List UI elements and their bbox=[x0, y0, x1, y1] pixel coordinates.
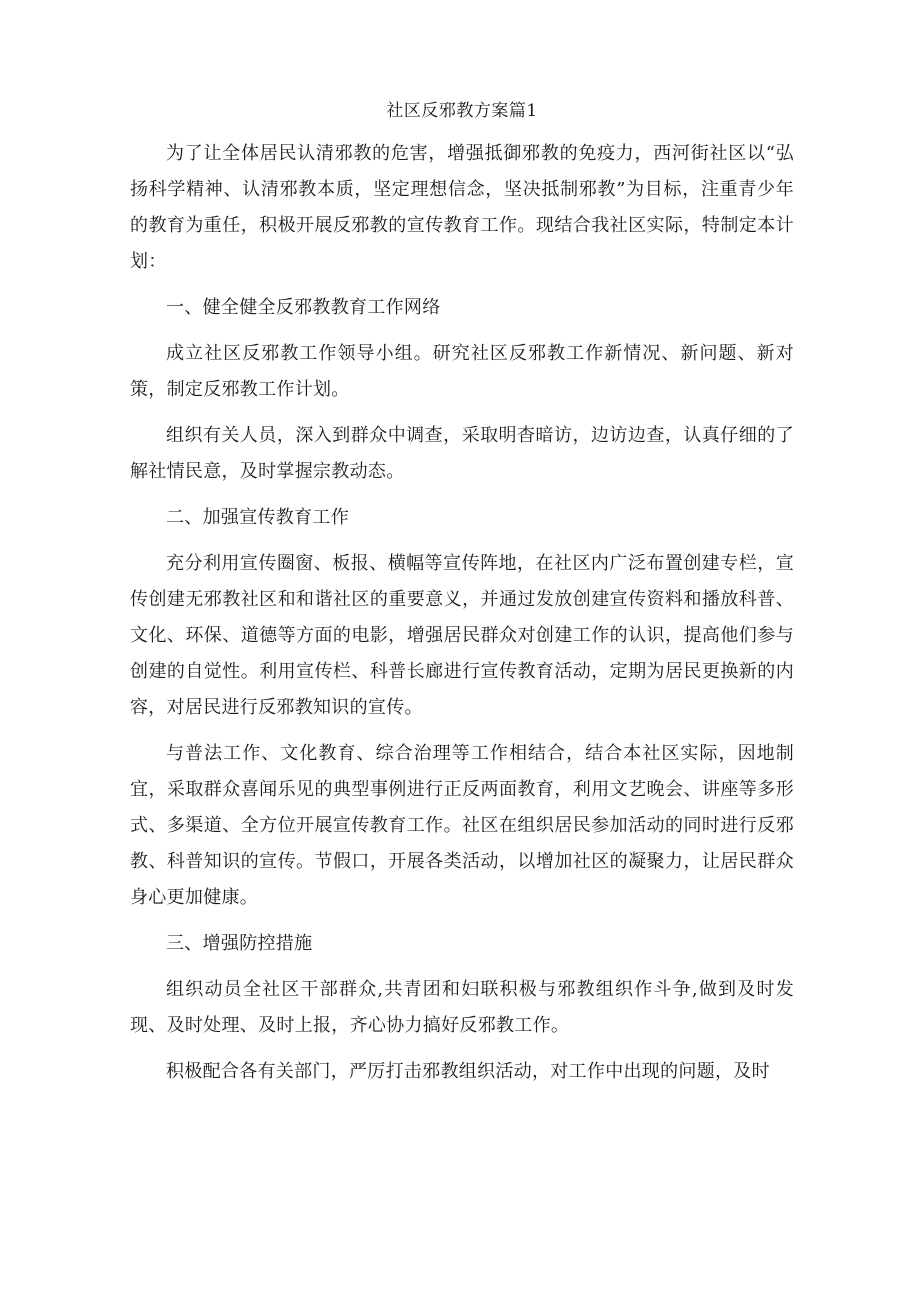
section-2-paragraph-1: 充分利用宣传圈窗、板报、横幅等宣传阵地，在社区内广泛布置创建专栏，宣传创建无邪教社区和和谐社区的重要意义，并通过发放创建宣传资料和播放科普、文化、环保、道德等方面的电影，增强居民群众对创建工作的认识，提高他们参与创建的自觉性。利用宣传栏、科普长廊进行宣传教育活动，定期为居民更换新的内容，对居民进行反邪教知识的宣传。 bbox=[130, 553, 794, 718]
section-2-heading: 二、加强宣传教育工作 bbox=[166, 507, 349, 528]
document-body bbox=[130, 96, 794, 1100]
section-1-paragraph-1: 成立社区反邪教工作领导小组。研究社区反邪教工作新情况、新问题、新对策，制定反邪教工作计划。 bbox=[130, 343, 794, 400]
document-title: 社区反邪教方案篇1 bbox=[386, 101, 538, 121]
section-1-paragraph-2: 组织有关人员，深入到群众中调查，采取明杳暗访，边访边查，认真仔细的了解社情民意，及时掌握宗教动态。 bbox=[130, 425, 794, 482]
section-2-paragraph-2: 与普法工作、文化教育、综合治理等工作相结合，结合本社区实际，因地制宜，采取群众喜闻乐见的典型事例进行正反两面教育，利用文艺晚会、讲座等多形式、多渠道、全方位开展宣传教育工作。社区在组织居民参加活动的同时进行反邪教、科普知识的宣传。节假口，开展各类活动，以增加社区的凝聚力，让居民群众身心更加健康。 bbox=[130, 743, 794, 908]
section-3-heading: 三、增强防控措施 bbox=[166, 933, 313, 954]
intro-paragraph: 为了让全体居民认清邪教的危害，增强抵御邪教的免疫力，西河街社区以“弘扬科学精神、认清邪教本质，坚定理想信念，坚决抵制邪教”为目标，注重青少年的教育为重任，积极开展反邪教的宣传教育工作。现结合我社区实际，特制定本计划： bbox=[130, 143, 794, 272]
section-3-paragraph-1: 组织动员全社区干部群众,共青团和妇联积极与邪教组织作斗争,做到及时发现、及时处理、及时上报，齐心协力搞好反邪教工作。 bbox=[130, 979, 794, 1036]
section-3-paragraph-2: 积极配合各有关部门，严厉打击邪教组织活动，对工作中出现的问题，及时 bbox=[166, 1061, 770, 1082]
section-1-heading: 一、健全健全反邪教教育工作网络 bbox=[166, 297, 441, 318]
